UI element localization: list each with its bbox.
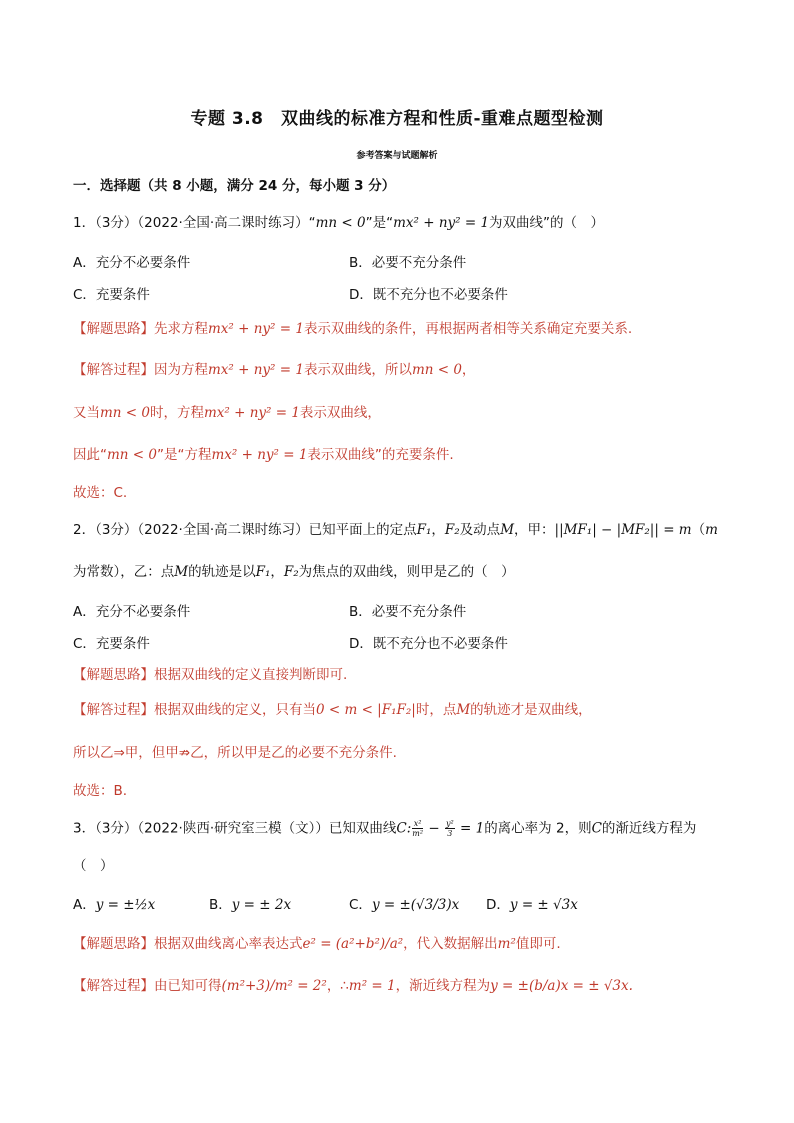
q3-stem-line2: （ ） bbox=[73, 858, 114, 874]
q3-option-b: B．y = ± 2x bbox=[209, 897, 292, 913]
q1-option-c: C．充要条件 bbox=[73, 287, 150, 303]
page-title: 专题 3.8 双曲线的标准方程和性质-重难点题型检测 bbox=[190, 109, 604, 129]
q1-option-a: A．充分不必要条件 bbox=[73, 255, 191, 271]
q1-option-b: B．必要不充分条件 bbox=[349, 255, 467, 271]
q2-option-c: C．充要条件 bbox=[73, 636, 150, 652]
q1-solution-process-3: 因此“mn < 0”是“方程mx² + ny² = 1表示双曲线”的充要条件. bbox=[73, 447, 454, 463]
q3-option-a: A．y = ±½x bbox=[73, 897, 156, 913]
q2-stem-line2: 为常数），乙：点M的轨迹是以F₁，F₂为焦点的双曲线，则甲是乙的（ ） bbox=[73, 564, 515, 580]
section-heading: 一．选择题（共 8 小题，满分 24 分，每小题 3 分） bbox=[73, 178, 396, 194]
q2-stem-line1: 2．（3分）（2022·全国·高二课时练习）已知平面上的定点F₁，F₂及动点M，甲：||MF₁| − |MF₂|| = m（m bbox=[73, 522, 718, 538]
q1-solution-process-2: 又当mn < 0时，方程mx² + ny² = 1表示双曲线， bbox=[73, 405, 381, 421]
q1-solution-idea: 【解题思路】先求方程mx² + ny² = 1表示双曲线的条件，再根据两者相等关系确定充要关系. bbox=[73, 321, 633, 337]
q1-answer: 故选：C. bbox=[73, 485, 128, 501]
q2-solution-process-1: 【解答过程】根据双曲线的定义，只有当0 < m < |F₁F₂|时，点M的轨迹才是双曲线， bbox=[73, 702, 592, 718]
q2-answer: 故选：B. bbox=[73, 783, 128, 799]
q3-option-d: D．y = ± √3x bbox=[486, 897, 578, 913]
q3-solution-idea: 【解题思路】根据双曲线离心率表达式e² = (a²+b²)/a²，代入数据解出m²值即可. bbox=[73, 936, 561, 952]
q3-solution-process: 【解答过程】由已知可得(m²+3)/m² = 2²，∴m² = 1，渐近线方程为y = ±(b/a)x = ± √3x. bbox=[73, 978, 633, 994]
q2-option-b: B．必要不充分条件 bbox=[349, 604, 467, 620]
fraction-x2-m2: $\frac{\text{x²}}{\text{m²}}$ bbox=[412, 819, 424, 838]
q2-option-a: A．充分不必要条件 bbox=[73, 604, 191, 620]
fraction-y2-3: $\frac{\text{y²}}{3}$ bbox=[445, 819, 454, 838]
q2-solution-idea: 【解题思路】根据双曲线的定义直接判断即可. bbox=[73, 667, 348, 683]
page-subtitle: 参考答案与试题解析 bbox=[356, 151, 438, 161]
q1-solution-process-1: 【解答过程】因为方程mx² + ny² = 1表示双曲线，所以mn < 0， bbox=[73, 362, 476, 378]
q2-solution-process-2: 所以乙⇒甲，但甲⇏乙，所以甲是乙的必要不充分条件. bbox=[73, 745, 397, 761]
q1-stem: 1．（3分）（2022·全国·高二课时练习）“mn < 0”是“mx² + ny² = 1为双曲线”的（ ） bbox=[73, 215, 605, 231]
q3-stem-line1: 3．（3分）（2022·陕西·研究室三模（文））已知双曲线C: $\frac{\text{x²}}{\text{m²}}$ − $\frac{\text{y²}}{3}$ = 1的离心率为 2，则C的渐近线方程为 bbox=[73, 819, 697, 838]
q1-option-d: D．既不充分也不必要条件 bbox=[349, 287, 508, 303]
q3-option-c: C．y = ±(√3/3)x bbox=[349, 897, 460, 913]
q2-option-d: D．既不充分也不必要条件 bbox=[349, 636, 508, 652]
